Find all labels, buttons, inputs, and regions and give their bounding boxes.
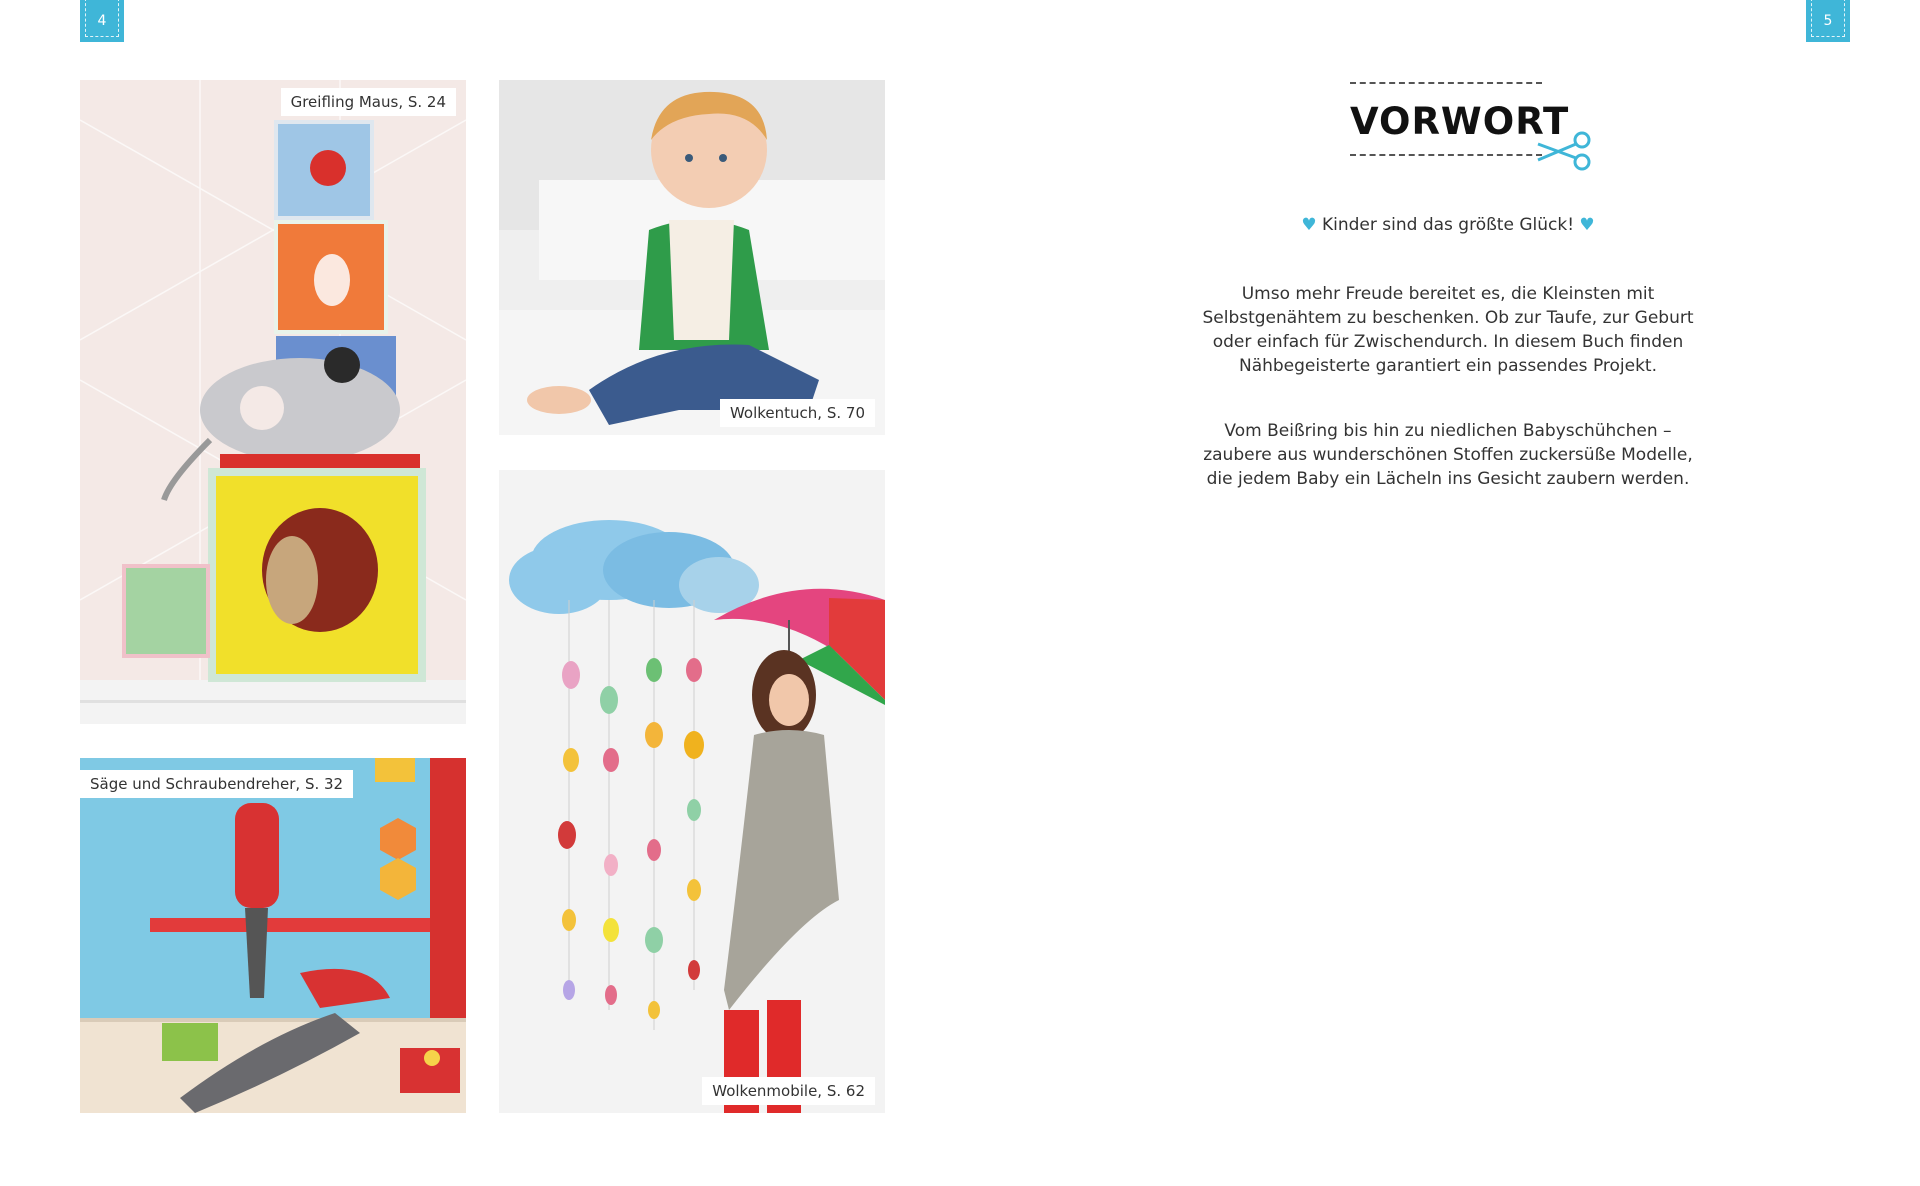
title-block (1350, 80, 1610, 180)
baby-bib-illustration (499, 80, 885, 435)
photo-saege-schraubendreher (80, 758, 466, 1113)
intro-paragraph-1: Umso mehr Freude bereitet es, die Kleinsten mit Selbstgenähtem zu beschenken. Ob zur Taufe, zur Geburt oder einfach für Zwischendurch. In diesem Buch finden Nähbegeisterte garantiert ein passendes Projekt. (1202, 284, 1694, 376)
heart-icon: ♥ (1301, 215, 1317, 235)
photo-wolkenmobile (499, 470, 885, 1113)
title-dash-top (1350, 82, 1542, 84)
photo-greifling-maus (80, 80, 466, 724)
page-number-right: 5 (1806, 0, 1850, 42)
page-number-left: 4 (80, 0, 124, 42)
cloud-mobile-illustration (499, 470, 885, 1113)
caption-wolkentuch: Wolkentuch, S. 70 (720, 399, 875, 427)
caption-greifling-maus: Greifling Maus, S. 24 (281, 88, 456, 116)
scissors-icon (1536, 130, 1592, 172)
title-dash-bottom (1350, 154, 1542, 156)
caption-saege-schraubendreher: Säge und Schraubendreher, S. 32 (80, 770, 353, 798)
intro-paragraph-2: Vom Beißring bis hin zu niedlichen Babyschühchen – zaubere aus wunderschönen Stoffen zuckersüße Modelle, die jedem Baby ein Lächeln ins Gesicht zaubern werden. (1203, 421, 1693, 489)
blocks-mouse-illustration (80, 80, 466, 724)
tagline (1248, 215, 1648, 235)
heart-icon: ♥ (1579, 215, 1595, 235)
tools-illustration (80, 758, 466, 1113)
photo-wolkentuch (499, 80, 885, 435)
tagline-text: Kinder sind das größte Glück! (1321, 215, 1575, 235)
page-title: VORWORT (1350, 100, 1570, 143)
caption-wolkenmobile: Wolkenmobile, S. 62 (702, 1077, 875, 1105)
